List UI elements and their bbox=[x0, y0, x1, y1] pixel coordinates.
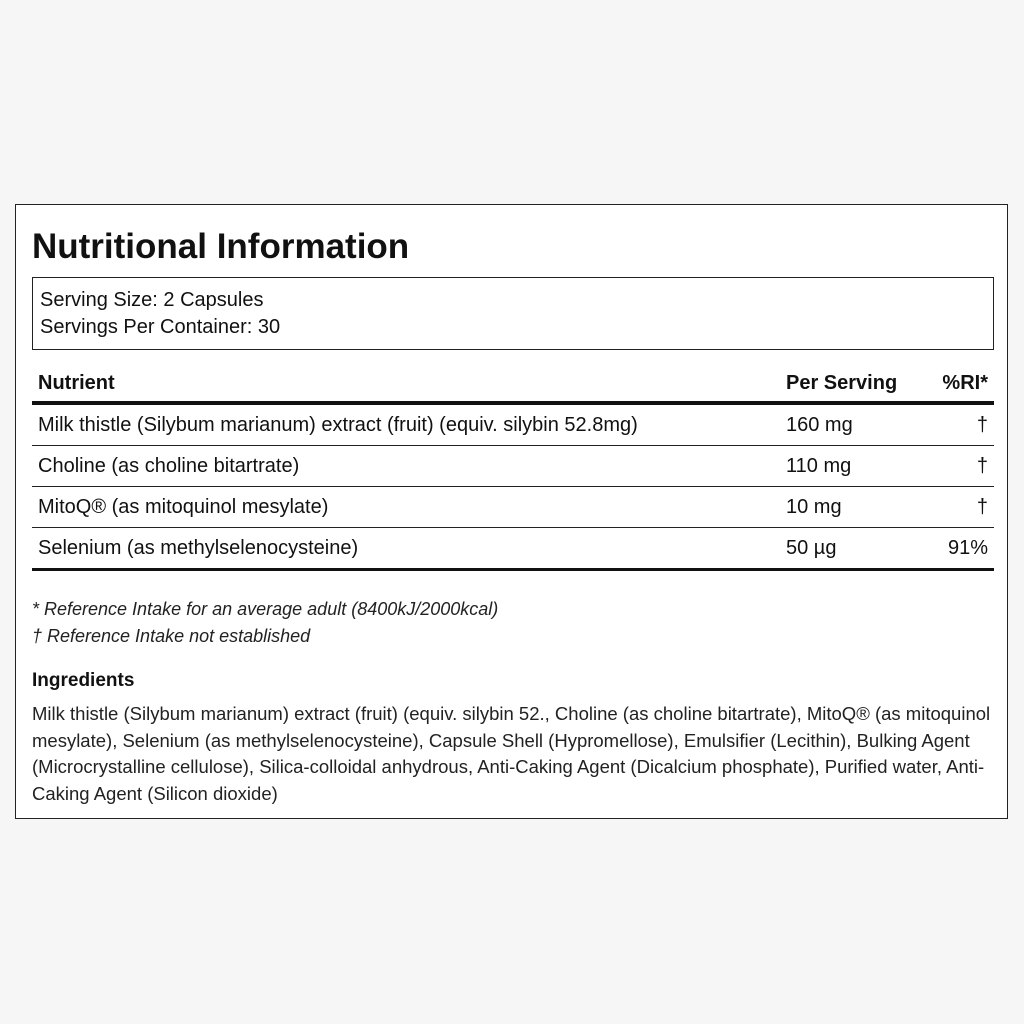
table-header-row bbox=[32, 365, 994, 405]
nutrient-table bbox=[32, 365, 994, 571]
nutrient-ri: † bbox=[976, 455, 988, 477]
nutrient-name: MitoQ® (as mitoquinol mesylate) bbox=[38, 496, 329, 518]
serving-info-box bbox=[32, 277, 994, 350]
header-nutrient: Nutrient bbox=[38, 372, 115, 394]
footnote-reference-intake: * Reference Intake for an average adult (8400kJ/2000kcal) bbox=[32, 599, 499, 619]
nutrient-name: Selenium (as methylselenocysteine) bbox=[38, 537, 359, 559]
label-title: Nutritional Information bbox=[32, 227, 410, 266]
footnotes bbox=[32, 596, 498, 650]
servings-per-container: Servings Per Container: 30 bbox=[40, 316, 281, 338]
header-ri: %RI* bbox=[942, 372, 988, 394]
header-per-serving: Per Serving bbox=[786, 372, 898, 394]
nutrient-amount: 160 mg bbox=[786, 414, 853, 436]
table-row bbox=[32, 528, 994, 571]
nutrient-ri: † bbox=[976, 414, 988, 436]
serving-size: Serving Size: 2 Capsules bbox=[40, 289, 264, 311]
nutrient-amount: 50 µg bbox=[786, 537, 837, 559]
table-row bbox=[32, 405, 994, 446]
table-row bbox=[32, 446, 994, 487]
nutrient-amount: 10 mg bbox=[786, 496, 842, 518]
nutrient-name: Milk thistle (Silybum marianum) extract (fruit) (equiv. silybin 52.8mg) bbox=[38, 414, 638, 436]
nutrient-ri: 91% bbox=[947, 537, 988, 559]
ingredients-heading: Ingredients bbox=[32, 670, 135, 691]
nutrition-label-panel bbox=[15, 204, 1008, 819]
nutrient-ri: † bbox=[976, 496, 988, 518]
ingredients-text: Milk thistle (Silybum marianum) extract (fruit) (equiv. silybin 52., Choline (as choline bitartrate), MitoQ® (as mitoquinol mesylate), Selenium (as methylselenocysteine), Capsule Shell (Hypromellose), Emulsifier (Lecithin), Bulking Agent (Microcrystalline cellulose), Silica-colloidal anhydrous, Anti-Caking Agent (Dicalcium phosphate), Purified water, Anti-Caking Agent (Silicon dioxide) bbox=[32, 703, 991, 804]
nutrient-name: Choline (as choline bitartrate) bbox=[38, 455, 300, 477]
nutrient-amount: 110 mg bbox=[786, 455, 852, 477]
table-row bbox=[32, 487, 994, 528]
footnote-not-established: † Reference Intake not established bbox=[32, 626, 311, 646]
